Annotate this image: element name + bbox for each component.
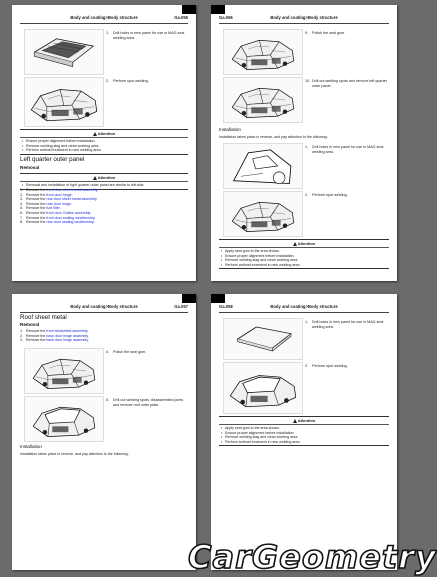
page-tab-marker — [211, 5, 225, 14]
page-number: Ga.058 — [219, 304, 233, 309]
page-number: Ga.056 — [219, 15, 233, 20]
list-number: 2. — [20, 333, 23, 338]
list-number: 3. — [20, 197, 23, 202]
attention-label: Attention — [97, 131, 116, 136]
page-header-title: Body and coating>Body structure — [270, 304, 338, 309]
step-text: Drill holes in new panel for use in MAG seal welding area. — [312, 320, 384, 329]
page-header — [20, 15, 188, 24]
procedure-link[interactable]: front door sheet metal assembly. — [46, 188, 99, 192]
removal-heading: Removal — [20, 322, 40, 327]
list-text: Remove the — [26, 338, 46, 343]
list-text: Remove the — [26, 210, 46, 215]
warning-icon — [293, 419, 297, 423]
procedure-link[interactable]: rear door sealing weatherstrip. — [46, 220, 95, 225]
attention-item: • Ensure proper alignment before installation. — [225, 431, 389, 436]
attention-header — [219, 240, 389, 248]
list-number: 7. — [20, 215, 23, 220]
step-text: Perform spot welding. — [312, 364, 348, 368]
step-number: 9. — [305, 31, 309, 35]
step-text: Perform spot welding. — [113, 79, 149, 83]
page-header — [219, 304, 389, 313]
list-number: 6. — [20, 210, 23, 215]
attention-label: Attention — [97, 175, 116, 180]
attention-label: Attention — [297, 241, 316, 246]
list-text: Remove the — [26, 206, 46, 211]
installation-intro: Installation takes place in reverse, and pay attention to the following: — [20, 452, 129, 456]
step-number: 2. — [106, 79, 110, 83]
step-text: Drill out welding spots, disassembled joints and remove roof outer plate. — [113, 398, 184, 407]
page-tab-marker — [211, 294, 225, 303]
procedure-link[interactable]: front windshield assembly. — [46, 329, 89, 333]
step-number: 2. — [305, 364, 309, 368]
body-structure-figure — [24, 77, 104, 127]
list-number: 2. — [20, 192, 23, 197]
list-text: Remove the — [26, 215, 46, 220]
attention-item: • Removal and installation of right quarter outer panel are similar to left side. — [26, 183, 188, 188]
step-text: Drill holes in new panel for use in MAG seal welding area. — [312, 145, 384, 154]
procedure-link[interactable]: front door sealing weatherstrip. — [46, 215, 96, 220]
list-number: 4. — [20, 201, 23, 206]
page-number: Ga.057 — [174, 304, 188, 309]
floor-panel-figure — [24, 29, 104, 75]
step-text: Drill out welding spots and remove left quarter outer panel. — [312, 79, 388, 88]
attention-box — [20, 129, 188, 155]
step-number: 5. — [106, 398, 110, 402]
warning-icon — [93, 132, 97, 136]
warning-icon — [93, 176, 97, 180]
list-number: 8. — [20, 220, 23, 225]
step-number: 1. — [305, 145, 309, 149]
step-text: Perform spot welding. — [312, 193, 348, 197]
body-structure-figure — [223, 191, 303, 237]
procedure-link[interactable]: front door hinge. — [46, 192, 73, 197]
step-text: Polish the seal gum. — [113, 350, 147, 354]
watermark-logo: CarGeometry — [188, 538, 437, 576]
list-text: Remove the — [26, 197, 46, 202]
page-tab-marker — [182, 5, 196, 14]
step-number: 1. — [106, 31, 110, 35]
step-text: Drill holes in new panel for use in MAG seal welding area. — [113, 31, 185, 40]
body-structure-figure — [223, 29, 303, 75]
roof-installed-figure — [223, 362, 303, 414]
list-number: 1. — [20, 329, 23, 333]
section-title: Roof sheet metal — [20, 314, 67, 321]
page-header — [219, 15, 389, 24]
attention-box — [219, 239, 389, 269]
list-number: 3. — [20, 338, 23, 343]
attention-header — [20, 174, 188, 182]
attention-item: • Perform antirust treatment in new welding area. — [225, 440, 389, 445]
attention-item: • Remove welding slag and clean working area. — [225, 258, 389, 263]
manual-page-2 — [211, 5, 397, 281]
list-item — [20, 338, 188, 343]
quarter-panel-figure — [223, 143, 303, 189]
body-structure-figure — [223, 77, 303, 123]
list-text: Remove the — [26, 188, 46, 192]
list-text: Remove the — [26, 192, 46, 197]
attention-item: • Perform antirust treatment in new welding area. — [225, 263, 389, 268]
list-number: 1. — [20, 188, 23, 192]
list-text: Remove the — [26, 329, 46, 333]
procedure-link[interactable]: front door Outline assembly. — [46, 210, 92, 215]
step-text: Polish the seal gum. — [312, 31, 346, 35]
attention-item: • Apply seal gum to the area shown. — [225, 249, 389, 254]
attention-item: • Ensure proper alignment before installation. — [26, 139, 188, 144]
manual-page-3 — [12, 294, 196, 570]
list-text: Remove the — [26, 201, 46, 206]
list-text: Remove the — [26, 220, 46, 225]
page-tab-marker — [182, 294, 196, 303]
step-number: 1. — [305, 320, 309, 324]
procedure-link[interactable]: rear door sheet metal assembly. — [46, 197, 98, 202]
manual-page-4 — [211, 294, 397, 570]
step-number: 2. — [305, 193, 309, 197]
removal-steps-list — [20, 329, 188, 343]
warning-icon — [293, 242, 297, 246]
page-number: Ga.055 — [174, 15, 188, 20]
step-number: 10. — [305, 79, 311, 83]
installation-heading: Installation — [219, 127, 241, 132]
list-item — [20, 220, 188, 225]
page-header-title: Body and coating>Body structure — [270, 15, 338, 20]
page-header-title: Body and coating>Body structure — [70, 15, 138, 20]
page-header-title: Body and coating>Body structure — [70, 304, 138, 309]
attention-label: Attention — [297, 418, 316, 423]
attention-item: • Perform antirust treatment in new welding area. — [26, 148, 188, 153]
attention-box — [219, 416, 389, 446]
page-header — [20, 304, 188, 313]
list-text: Remove the — [26, 333, 46, 338]
step-number: 4. — [106, 350, 110, 354]
installation-intro: Installation takes place in reverse, and pay attention to the following: — [219, 135, 328, 139]
removal-heading: Removal — [20, 165, 40, 170]
section-title: Left quarter outer panel — [20, 156, 85, 163]
removal-steps-list — [20, 188, 188, 225]
roof-removal-figure — [24, 396, 104, 442]
manual-page-1 — [12, 5, 196, 281]
attention-item: • Ensure proper alignment before installation. — [225, 254, 389, 259]
attention-item: • Apply seal gum to the area shown. — [225, 426, 389, 431]
procedure-link[interactable]: fuel filler. — [46, 206, 61, 211]
roof-panel-figure — [223, 318, 303, 360]
procedure-link[interactable]: back door hinge assembly. — [46, 333, 89, 338]
attention-header — [20, 130, 188, 138]
procedure-link[interactable]: back door hinge assembly. — [46, 338, 89, 343]
procedure-link[interactable]: rear door hinge. — [46, 201, 72, 206]
body-structure-figure — [24, 348, 104, 394]
attention-header — [219, 417, 389, 425]
installation-heading: Installation — [20, 444, 42, 449]
attention-item: • Remove welding slag and clean working area. — [26, 144, 188, 149]
attention-item: • Remove welding slag and clean working area. — [225, 435, 389, 440]
list-number: 5. — [20, 206, 23, 211]
